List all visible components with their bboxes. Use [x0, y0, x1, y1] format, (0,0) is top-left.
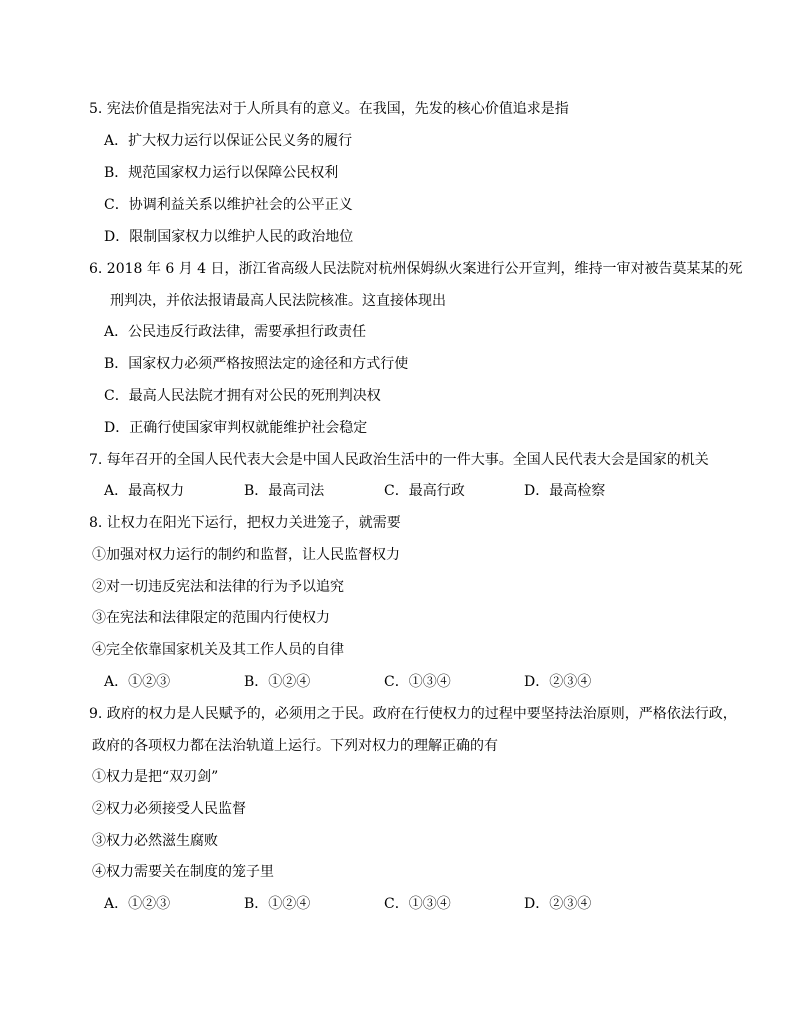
question-6-stem-line-2: 刑判决，并依法报请最高人民法院核准。这直接体现出 [110, 293, 446, 309]
question-8-option-b: B．①②④ [244, 674, 311, 690]
question-8-option-c: C．①③④ [384, 674, 451, 690]
question-8-option-a: A．①②③ [104, 674, 171, 690]
question-7-option-d: D．最高检察 [524, 483, 606, 499]
question-9-option-b: B．①②④ [244, 896, 311, 912]
question-9-item-4: ④权力需要关在制度的笼子里 [92, 864, 274, 880]
question-9-option-c: C．①③④ [384, 896, 451, 912]
question-9-option-d: D．②③④ [524, 896, 592, 912]
question-9-item-3: ③权力必然滋生腐败 [92, 833, 218, 849]
question-8-option-d: D．②③④ [524, 674, 592, 690]
question-5-stem: 5. 宪法价值是指宪法对于人所具有的意义。在我国，先发的核心价值追求是指 [89, 101, 569, 117]
question-7-option-c: C．最高行政 [384, 483, 465, 499]
question-7-option-b: B．最高司法 [244, 483, 325, 499]
question-5-option-c: C．协调利益关系以维护社会的公平正义 [104, 197, 353, 213]
question-5-option-d: D．限制国家权力以维护人民的政治地位 [104, 229, 354, 245]
question-6-stem-line-1: 6. 2018 年 6 月 4 日，浙江省高级人民法院对杭州保姆纵火案进行公开宣判，维持一审对被告莫某某的死 [89, 261, 743, 277]
question-8-stem: 8. 让权力在阳光下运行，把权力关进笼子，就需要 [89, 515, 401, 531]
question-6-option-d: D．正确行使国家审判权就能维护社会稳定 [104, 420, 368, 436]
question-9-options-row [104, 894, 664, 914]
question-8-item-1: ①加强对权力运行的制约和监督，让人民监督权力 [92, 547, 400, 563]
question-9-item-2: ②权力必须接受人民监督 [92, 801, 246, 817]
question-6-option-b: B．国家权力必须严格按照法定的途径和方式行使 [104, 356, 409, 372]
question-9-item-1: ①权力是把“双刃剑” [92, 769, 219, 785]
question-7-options-row [104, 481, 664, 501]
question-6-option-c: C．最高人民法院才拥有对公民的死刑判决权 [104, 388, 381, 404]
question-9-option-a: A．①②③ [104, 896, 171, 912]
question-9-stem-line-2: 政府的各项权力都在法治轨道上运行。下列对权力的理解正确的有 [92, 738, 498, 754]
question-8-options-row [104, 672, 664, 692]
question-9-stem-line-1: 9. 政府的权力是人民赋予的，必须用之于民。政府在行使权力的过程中要坚持法治原则，严格依法行政， [89, 706, 737, 722]
question-8-item-3: ③在宪法和法律限定的范围内行使权力 [92, 610, 330, 626]
question-5-option-a: A．扩大权力运行以保证公民义务的履行 [104, 133, 353, 149]
question-5-option-b: B．规范国家权力运行以保障公民权利 [104, 165, 339, 181]
question-7-stem: 7. 每年召开的全国人民代表大会是中国人民政治生活中的一件大事。全国人民代表大会是国家的机关 [89, 452, 709, 468]
question-7-option-a: A．最高权力 [104, 483, 185, 499]
question-6-option-a: A．公民违反行政法律，需要承担行政责任 [104, 324, 367, 340]
question-8-item-4: ④完全依靠国家机关及其工作人员的自律 [92, 642, 344, 658]
question-8-item-2: ②对一切违反宪法和法律的行为予以追究 [92, 579, 344, 595]
